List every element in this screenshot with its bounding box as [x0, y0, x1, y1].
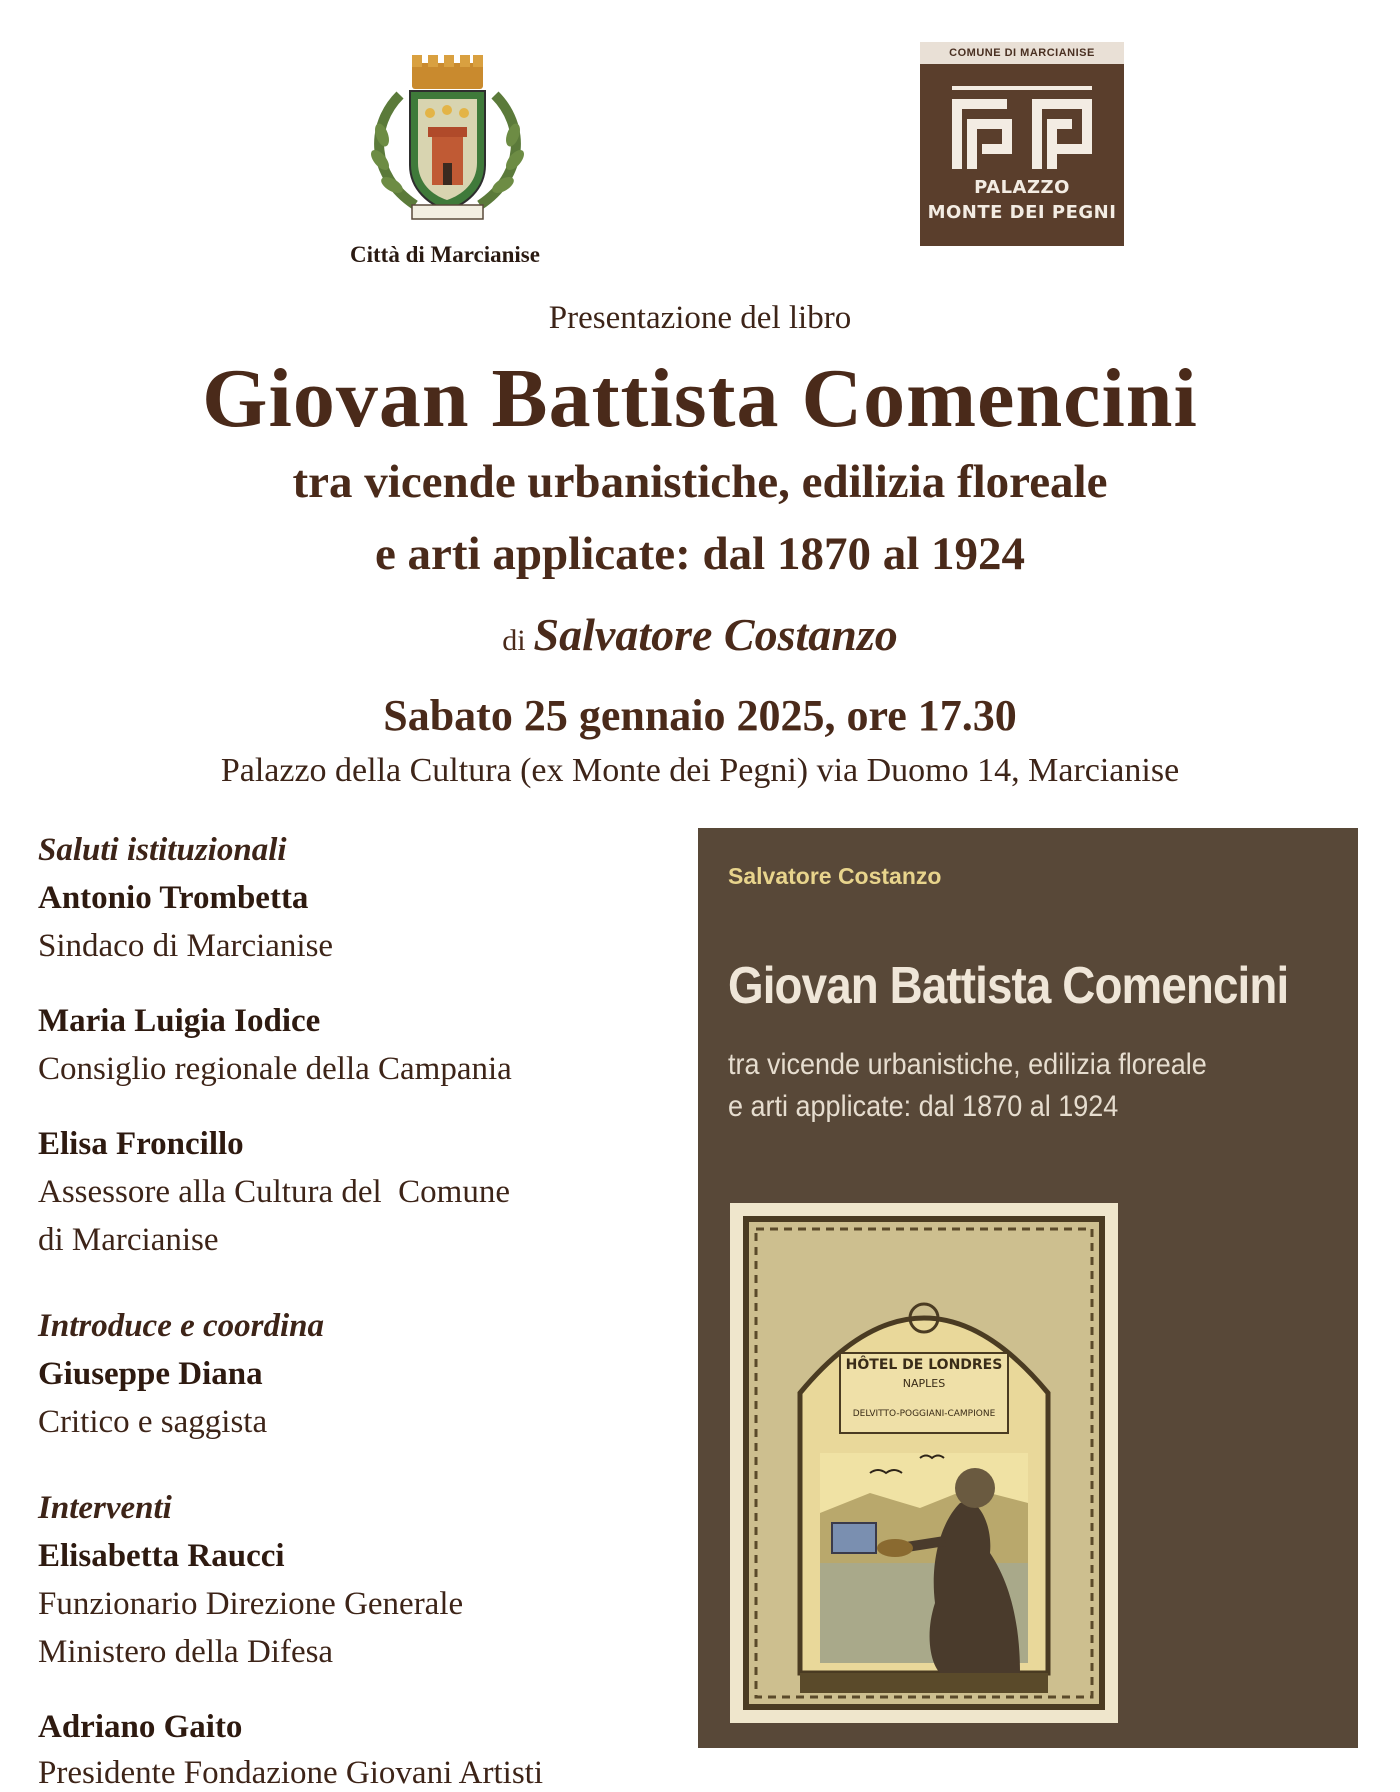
interventi-heading: Interventi: [38, 1490, 172, 1526]
palazzo-logo-line2: MONTE DEI PEGNI: [927, 202, 1117, 223]
speaker5-name: Elisabetta Raucci: [38, 1538, 285, 1574]
book-cover-subtitle-line2: e arti applicate: dal 1870 al 1924: [728, 1090, 1119, 1123]
palazzo-monte-dei-pegni-logo: [920, 42, 1124, 246]
speaker4-role: Critico e saggista: [38, 1404, 268, 1440]
speaker2-role: Consiglio regionale della Campania: [38, 1051, 512, 1087]
book-cover: [698, 828, 1358, 1748]
art-nouveau-poster-illustration: [730, 1203, 1118, 1723]
event-subtitle-line2: e arti applicate: dal 1870 al 1924: [374, 528, 1026, 580]
coat-of-arms-logo: [360, 55, 535, 230]
speaker3-role-line2: di Marcianise: [38, 1222, 219, 1258]
saluti-heading: Saluti istituzionali: [38, 832, 287, 868]
city-name: Città di Marcianise: [350, 242, 540, 267]
poster-text-line1: HÔTEL DE LONDRES: [845, 1357, 1003, 1373]
speaker4-name: Giuseppe Diana: [38, 1356, 263, 1392]
palazzo-logo-top-text: COMUNE DI MARCIANISE: [920, 42, 1124, 64]
event-intro: Presentazione del libro: [548, 300, 852, 336]
event-date: Sabato 25 gennaio 2025, ore 17.30: [383, 691, 1017, 740]
palazzo-emblem-icon: [942, 74, 1102, 174]
speaker1-name: Antonio Trombetta: [38, 880, 309, 916]
poster-text-line2: NAPLES: [902, 1377, 946, 1390]
book-cover-poster-image: [730, 1203, 1118, 1723]
book-cover-author: Salvatore Costanzo: [728, 863, 942, 889]
introduce-heading: Introduce e coordina: [38, 1308, 325, 1344]
event-subtitle-line1: tra vicende urbanistiche, edilizia floreale: [292, 456, 1108, 508]
speaker3-name: Elisa Froncillo: [38, 1126, 244, 1162]
event-title: Giovan Battista Comencini: [202, 352, 1198, 445]
speaker5-role-line1: Funzionario Direzione Generale: [38, 1586, 464, 1622]
book-cover-title: Giovan Battista Comencini: [728, 957, 1289, 1015]
speaker6-name: Adriano Gaito: [38, 1709, 243, 1745]
speaker5-role-line2: Ministero della Difesa: [38, 1634, 334, 1670]
speaker6-role: Presidente Fondazione Giovani Artisti: [38, 1755, 544, 1791]
book-cover-subtitle-line1: tra vicende urbanistiche, edilizia floreale: [728, 1048, 1207, 1081]
author-line: [0, 608, 1400, 661]
speaker1-role: Sindaco di Marcianise: [38, 928, 334, 964]
palazzo-logo-line1: PALAZZO: [974, 177, 1070, 198]
speaker2-name: Maria Luigia Iodice: [38, 1003, 321, 1039]
author-prefix: di: [502, 624, 526, 657]
speaker3-role-line1: Assessore alla Cultura del Comune: [38, 1174, 510, 1210]
author-name: Salvatore Costanzo: [533, 609, 898, 660]
poster-text-line3: DELVITTO-POGGIANI-CAMPIONE: [852, 1409, 996, 1419]
event-venue: Palazzo della Cultura (ex Monte dei Pegni) via Duomo 14, Marcianise: [220, 752, 1180, 789]
